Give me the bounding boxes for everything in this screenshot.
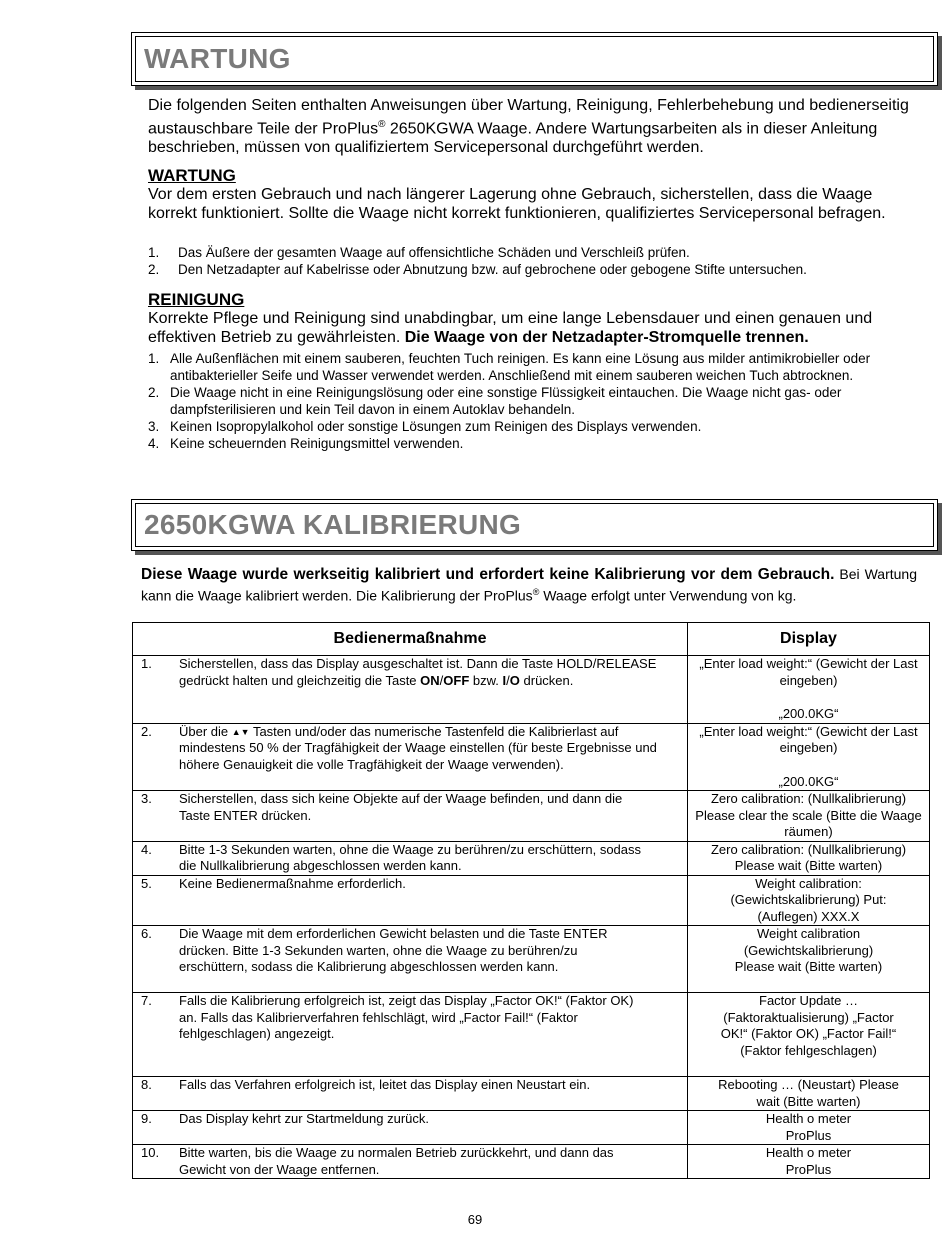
table-row: 3. Sicherstellen, dass sich keine Objekte auf der Waage befinden, und dann die Taste ENTER drücken. Zero calibration: (Nullkalibrierung) Please clear the scale (Bitte die Waage räumen) (133, 791, 930, 842)
reinigung-subheading: REINIGUNG (148, 290, 245, 309)
table-row: 8. Falls das Verfahren erfolgreich ist, leitet das Display einen Neustart ein. Rebooting … (Neustart) Please wait (Bitte warten) (133, 1077, 930, 1111)
reinigung-list (148, 350, 873, 452)
wartung-list (148, 244, 918, 278)
wartung-header-box (131, 32, 938, 86)
wartung-subheading: WARTUNG (148, 166, 236, 185)
table-row: 10. Bitte warten, bis die Waage zu normalen Betrieb zurückkehrt, und dann das Gewicht von der Waage entfernen. Health o meter ProPlus (133, 1145, 930, 1179)
kalibrierung-header-box (131, 499, 938, 551)
wartung-intro: Die folgenden Seiten enthalten Anweisungen über Wartung, Reinigung, Fehlerbehebung und bedienerseitig austauschbare Teile der ProPlus® 2650KGWA Waage. Andere Wartungsarbeiten als in dieser Anleitung beschrieben, müssen von qualifiziertem Servicepersonal durchgeführt werden. (148, 97, 909, 157)
reinigung-text: Korrekte Pflege und Reinigung sind unabdingbar, um eine lange Lebensdauer und einen genauen und effektiven Betrieb zu gewährleisten. Die Waage von der Netzadapter-Stromquelle trennen. (148, 310, 873, 346)
page-number: 69 (467, 1212, 483, 1227)
column-header-operator-action: Bedienermaßnahme (133, 623, 688, 656)
table-row: 9. Das Display kehrt zur Startmeldung zurück. Health o meter ProPlus (133, 1111, 930, 1145)
list-item: 3. Keinen Isopropylalkohol oder sonstige Lösungen zum Reinigen des Displays verwenden. (148, 419, 702, 434)
arrow-keys-icon: ▲▼ (231, 726, 250, 737)
kalibrierung-intro: Diese Waage wurde werkseitig kalibriert und erfordert keine Kalibrierung vor dem Gebrauch. Bei Wartung kann die Waage kalibriert werden. Die Kalibrierung der ProPlus® Waage erfolgt unter Verwendung von kg. (141, 566, 918, 604)
list-item: 1. Das Äußere der gesamten Waage auf offensichtliche Schäden und Verschleiß prüfen. (148, 245, 690, 260)
list-item: 2. Den Netzadapter auf Kabelrisse oder Abnutzung bzw. auf gebrochene oder gebogene Stifte untersuchen. (148, 262, 807, 277)
list-item: 1. Alle Außenflächen mit einem sauberen, feuchten Tuch reinigen. Es kann eine Lösung aus milder antimikrobieller oder antibakterieller Seife und Wasser verwendet werden. Anschließend mit einem sauberen weichen Tuch abtrocknen. (148, 351, 871, 383)
list-item: 2. Die Waage nicht in eine Reinigungslösung oder eine sonstige Flüssigkeit eintauchen. Die Waage nicht gas- oder dampfsterilisieren und kein Teil davon in einem Autoklav behandeln. (148, 385, 842, 417)
section-title-wartung: WARTUNG (144, 43, 291, 74)
table-row: 6. Die Waage mit dem erforderlichen Gewicht belasten und die Taste ENTER drücken. Bitte 1-3 Sekunden warten, ohne die Waage zu berühren/zu erschüttern, sodass die Kalibrierung abgeschlossen werden kann. Weight calibration (Gewichtskalibrierung) Please wait (Bitte warten) (133, 926, 930, 993)
table-row: 2. Über die ▲▼ Tasten und/oder das numerische Tastenfeld die Kalibrierlast auf mindestens 50 % der Tragfähigkeit der Waage einstellen (für beste Ergebnisse und höhere Genauigkeit die volle Tragfähigkeit der Waage verwenden). „Enter load weight:“ (Gewicht der Last eingeben) „200.0KG“ (133, 723, 930, 791)
table-header-row (133, 623, 930, 656)
wartung-text: Vor dem ersten Gebrauch und nach längerer Lagerung ohne Gebrauch, sicherstellen, dass die Waage korrekt funktioniert. Sollte die Waage nicht korrekt funktionieren, qualifiziertes Servicepersonal befragen. (148, 186, 886, 222)
list-item: 4. Keine scheuernden Reinigungsmittel verwenden. (148, 436, 464, 451)
column-header-display: Display (688, 623, 930, 656)
table-row: 1. Sicherstellen, dass das Display ausgeschaltet ist. Dann die Taste HOLD/RELEASE gedrückt halten und gleichzeitig die Taste ON/OFF bzw. I/O drücken. „Enter load weight:“ (Gewicht der Last eingeben) „200.0KG“ (133, 656, 930, 724)
section-title-kalibrierung: 2650KGWA KALIBRIERUNG (144, 509, 522, 540)
table-row: 7. Falls die Kalibrierung erfolgreich ist, zeigt das Display „Factor OK!“ (Faktor OK) an. Falls das Kalibrierverfahren fehlschlägt, wird „Factor Fail!“ (Faktor fehlgeschlagen) angezeigt. Factor Update … (Faktoraktualisierung) „Factor OK!“ (Faktor OK) „Factor Fail!“ (Faktor fehlgeschlagen) (133, 993, 930, 1077)
wartung-subsection (148, 166, 918, 223)
table-row: 4. Bitte 1-3 Sekunden warten, ohne die Waage zu berühren/zu erschüttern, sodass die Nullkalibrierung abgeschlossen werden kann. Zero calibration: (Nullkalibrierung) Please wait (Bitte warten) (133, 841, 930, 875)
calibration-table (132, 622, 930, 1179)
table-row: 5. Keine Bedienermaßnahme erforderlich. Weight calibration: (Gewichtskalibrierung) Put: (Auflegen) XXX.X (133, 875, 930, 926)
reinigung-subsection (148, 290, 918, 347)
